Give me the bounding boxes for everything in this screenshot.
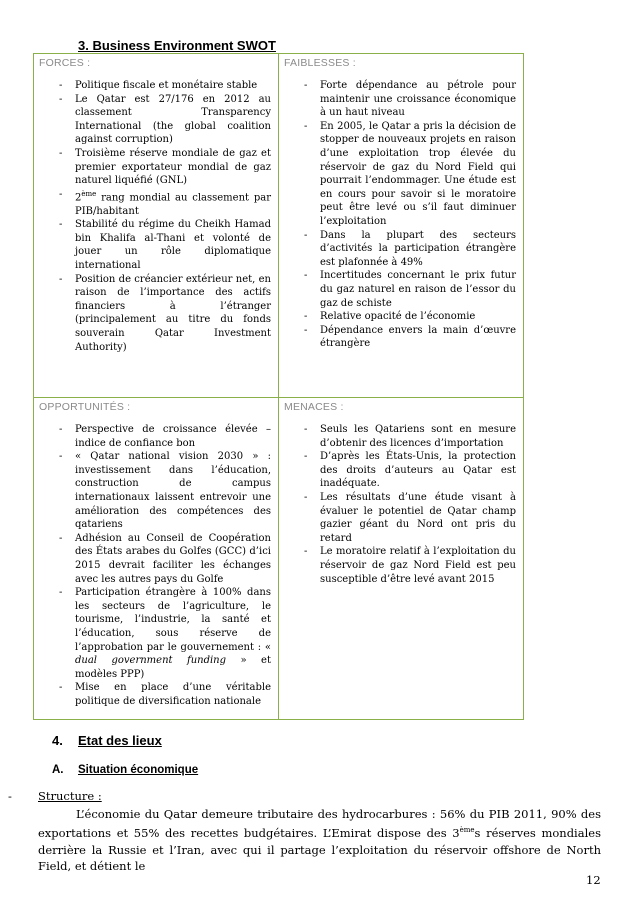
menaces-list	[284, 423, 518, 586]
swot-section-title: 3. Business Environment SWOT	[78, 38, 276, 53]
swot-item: - Position de créancier extérieur net, en raison de l’importance des actifs financiers à l’étranger (principalement au titre du fonds souverain Qatar Investment Authority)	[39, 273, 271, 355]
structure-label: Structure :	[38, 789, 102, 803]
structure-label-line	[8, 789, 102, 803]
subsection-a-title: Situation économique	[78, 764, 199, 776]
swot-item: - D’après les États-Unis, la protection des droits d’auteurs au Qatar est inadéquate.	[284, 450, 516, 491]
faiblesses-title: FAIBLESSES :	[284, 57, 356, 69]
opportunites-title: OPPORTUNITÉS :	[39, 401, 131, 413]
faiblesses-cell	[279, 54, 524, 398]
section4-title: Etat des lieux	[78, 733, 162, 748]
swot-item: - Seuls les Qatariens sont en mesure d’obtenir des licences d’importation	[284, 423, 516, 450]
section4-heading	[52, 733, 162, 748]
swot-item: - Les résultats d’une étude visant à évaluer le potentiel de Qatar champ gazier géant du Nord ont pris du retard	[284, 491, 516, 545]
swot-item: - Le moratoire relatif à l’exploitation du réservoir de gaz Nord Field est peu susceptible d’être levé avant 2015	[284, 545, 516, 586]
opportunites-list	[39, 423, 273, 708]
swot-item: - Le Qatar est 27/176 en 2012 au classement Transparency International (the global coalition against corruption)	[39, 93, 271, 147]
structure-dash: -	[8, 789, 12, 803]
menaces-title: MENACES :	[284, 401, 344, 413]
page-number: 12	[586, 873, 601, 887]
section4-number: 4.	[52, 733, 63, 748]
swot-item: - Perspective de croissance élevée – indice de confiance bon	[39, 423, 271, 450]
subsection-a-heading	[52, 764, 198, 776]
swot-item: - Forte dépendance au pétrole pour maintenir une croissance économique à un haut niveau	[284, 79, 516, 120]
swot-item: - « Qatar national vision 2030 » : investissement dans l’éducation, construction de campus internationaux laissent entrevoir une amélioration des compétences des qatariens	[39, 450, 271, 532]
swot-item: - Dépendance envers la main d’œuvre étrangère	[284, 324, 516, 351]
swot-item: - Politique fiscale et monétaire stable	[39, 79, 271, 93]
swot-item: - Relative opacité de l’économie	[284, 310, 516, 324]
swot-item: - Troisième réserve mondiale de gaz et premier exportateur mondial de gaz naturel liquéfié (GNL)	[39, 147, 271, 188]
forces-cell	[34, 54, 279, 398]
swot-item: - Adhésion au Conseil de Coopération des États arabes du Golfes (GCC) d’ici 2015 devrait faciliter les échanges avec les autres pays du Golfe	[39, 532, 271, 586]
forces-title: FORCES :	[39, 57, 91, 69]
economy-paragraph-text: L’économie du Qatar demeure tributaire des hydrocarbures : 56% du PIB 2011, 90% des exportations et 55% des recettes budgétaires. L’Emirat dispose des 3èmes réserves mondiales derrière la Russie et l’Iran, avec qui il partage l’exploitation du réservoir offshore de North Field, et détient le	[38, 807, 601, 874]
economy-paragraph	[38, 806, 601, 875]
menaces-cell	[279, 398, 524, 720]
forces-list	[39, 79, 273, 354]
swot-item: - Incertitudes concernant le prix futur du gaz naturel en raison de l’essor du gaz de schiste	[284, 269, 516, 310]
swot-item: - Dans la plupart des secteurs d’activités la participation étrangère est plafonnée à 49%	[284, 229, 516, 270]
subsection-a-number: A.	[52, 764, 64, 776]
swot-item: - Stabilité du régime du Cheikh Hamad bin Khalifa al-Thani et volonté de jouer un rôle diplomatique international	[39, 218, 271, 272]
swot-item: - En 2005, le Qatar a pris la décision de stopper de nouveaux projets en raison d’une exploitation trop élevée du réservoir de gaz du Nord Field qui pourrait l’endommager. Une étude est en cours pour savoir si le moratoire peut être levé ou s’il faut diminuer l’exploitation	[284, 120, 516, 229]
swot-item: - 2ème rang mondial au classement par PIB/habitant	[39, 188, 271, 219]
swot-table	[33, 53, 524, 720]
swot-item: - Mise en place d’une véritable politique de diversification nationale	[39, 681, 271, 708]
opportunites-cell	[34, 398, 279, 720]
faiblesses-list	[284, 79, 518, 351]
swot-item: - Participation étrangère à 100% dans les secteurs de l’agriculture, le tourisme, l’industrie, la santé et l’éducation, sous réserve de l’approbation par le gouvernement : « dual government funding » et modèles PPP)	[39, 586, 271, 681]
